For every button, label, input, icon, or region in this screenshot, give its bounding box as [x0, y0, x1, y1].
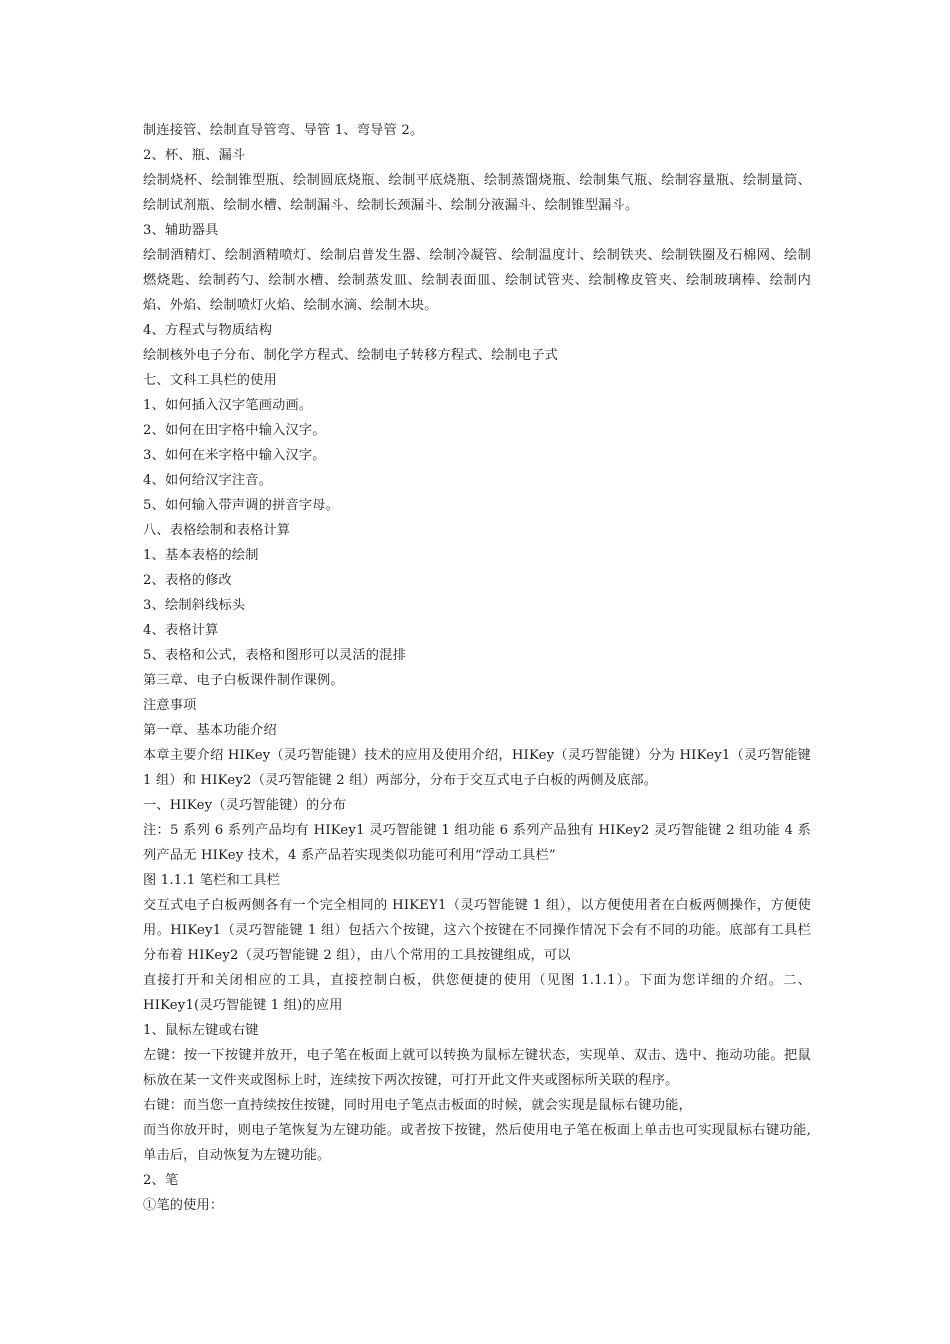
section-heading: 一、HIKey（灵巧智能键）的分布 [143, 798, 347, 813]
document-page [143, 118, 811, 1218]
chapter-heading: 七、文科工具栏的使用 [143, 373, 277, 388]
list-item: 5、如何输入带声调的拼音字母。 [143, 498, 340, 513]
text-paragraph: 左键：按一下按键并放开，电子笔在板面上就可以转换为鼠标左键状态，实现单、双击、选中、拖动功能。把鼠标放在某一文件夹或图标上时，连续按下两次按键，可打开此文件夹或图标所关联的程序。 [143, 1048, 811, 1088]
list-item: 3、绘制斜线标头 [143, 598, 246, 613]
list-item: 2、如何在田字格中输入汉字。 [143, 423, 326, 438]
text-paragraph: 本章主要介绍 HIKey（灵巧智能键）技术的应用及使用介绍，HIKey（灵巧智能键）分为 HIKey1（灵巧智能键 1 组）和 HIKey2（灵巧智能键 2 组）两部分，分布于交互式电子白板的两侧及底部。 [143, 748, 811, 788]
text-paragraph: 交互式电子白板两侧各有一个完全相同的 HIKEY1（灵巧智能键 1 组），以方便使用者在白板两侧操作，方便使用。HIKey1（灵巧智能键 1 组）包括六个按键，这六个按键在不同操作情况下会有不同的功能。底部有工具栏分布着 HIKey2（灵巧智能键 2 组），由八个常用的工具按键组成，可以 [143, 898, 811, 963]
text-paragraph: 绘制酒精灯、绘制酒精喷灯、绘制启普发生器、绘制冷凝管、绘制温度计、绘制铁夹、绘制铁圈及石棉网、绘制燃烧匙、绘制药勺、绘制水槽、绘制蒸发皿、绘制表面皿、绘制试管夹、绘制橡皮管夹、绘制玻璃棒、绘制内焰、外焰、绘制喷灯火焰、绘制水滴、绘制木块。 [143, 248, 811, 313]
chapter-heading: 第一章、基本功能介绍 [143, 723, 277, 738]
section-heading: 2、杯、瓶、漏斗 [143, 148, 246, 163]
figure-caption: 图 1.1.1 笔栏和工具栏 [143, 873, 281, 888]
section-heading: 1、鼠标左键或右键 [143, 1023, 259, 1038]
list-item: 1、如何插入汉字笔画动画。 [143, 398, 313, 413]
list-item: 3、如何在米字格中输入汉字。 [143, 448, 326, 463]
list-item: 4、表格计算 [143, 623, 219, 638]
list-item: 5、表格和公式，表格和图形可以灵活的混排 [143, 648, 406, 663]
section-heading: 2、笔 [143, 1173, 179, 1188]
subsection-heading: ①笔的使用： [143, 1198, 224, 1213]
chapter-heading: 八、表格绘制和表格计算 [143, 523, 291, 538]
chapter-heading: 第三章、电子白板课件制作课例。 [143, 673, 344, 688]
text-line: 制连接管、绘制直导管弯、导管 1、弯导管 2。 [143, 123, 424, 138]
text-paragraph: 绘制烧杯、绘制锥型瓶、绘制圆底烧瓶、绘制平底烧瓶、绘制蒸馏烧瓶、绘制集气瓶、绘制容量瓶、绘制量筒、绘制试剂瓶、绘制水槽、绘制漏斗、绘制长颈漏斗、绘制分液漏斗、绘制锥型漏斗。 [143, 173, 811, 213]
text-line: 右键：而当您一直持续按住按键，同时用电子笔点击板面的时候，就会实现是鼠标右键功能， [143, 1098, 692, 1113]
list-item: 2、表格的修改 [143, 573, 232, 588]
section-heading: 3、辅助器具 [143, 223, 219, 238]
text-line: 绘制核外电子分布、制化学方程式、绘制电子转移方程式、绘制电子式 [143, 348, 559, 363]
section-heading: 4、方程式与物质结构 [143, 323, 273, 338]
note-paragraph: 注：5 系列 6 系列产品均有 HIKey1 灵巧智能键 1 组功能 6 系列产品独有 HIKey2 灵巧智能键 2 组功能 4 系列产品无 HIKey 技术，4 系产品若实现类似功能可利用“浮动工具栏” [143, 823, 811, 863]
text-paragraph: 而当你放开时，则电子笔恢复为左键功能。或者按下按键，然后使用电子笔在板面上单击也可实现鼠标右键功能,单击后，自动恢复为左键功能。 [143, 1123, 811, 1163]
list-item: 4、如何给汉字注音。 [143, 473, 273, 488]
section-heading: 注意事项 [143, 698, 197, 713]
list-item: 1、基本表格的绘制 [143, 548, 259, 563]
text-paragraph: 直接打开和关闭相应的工具，直接控制白板，供您便捷的使用（见图 1.1.1）。下面为您详细的介绍。二、HIKey1(灵巧智能键 1 组)的应用 [143, 973, 811, 1013]
